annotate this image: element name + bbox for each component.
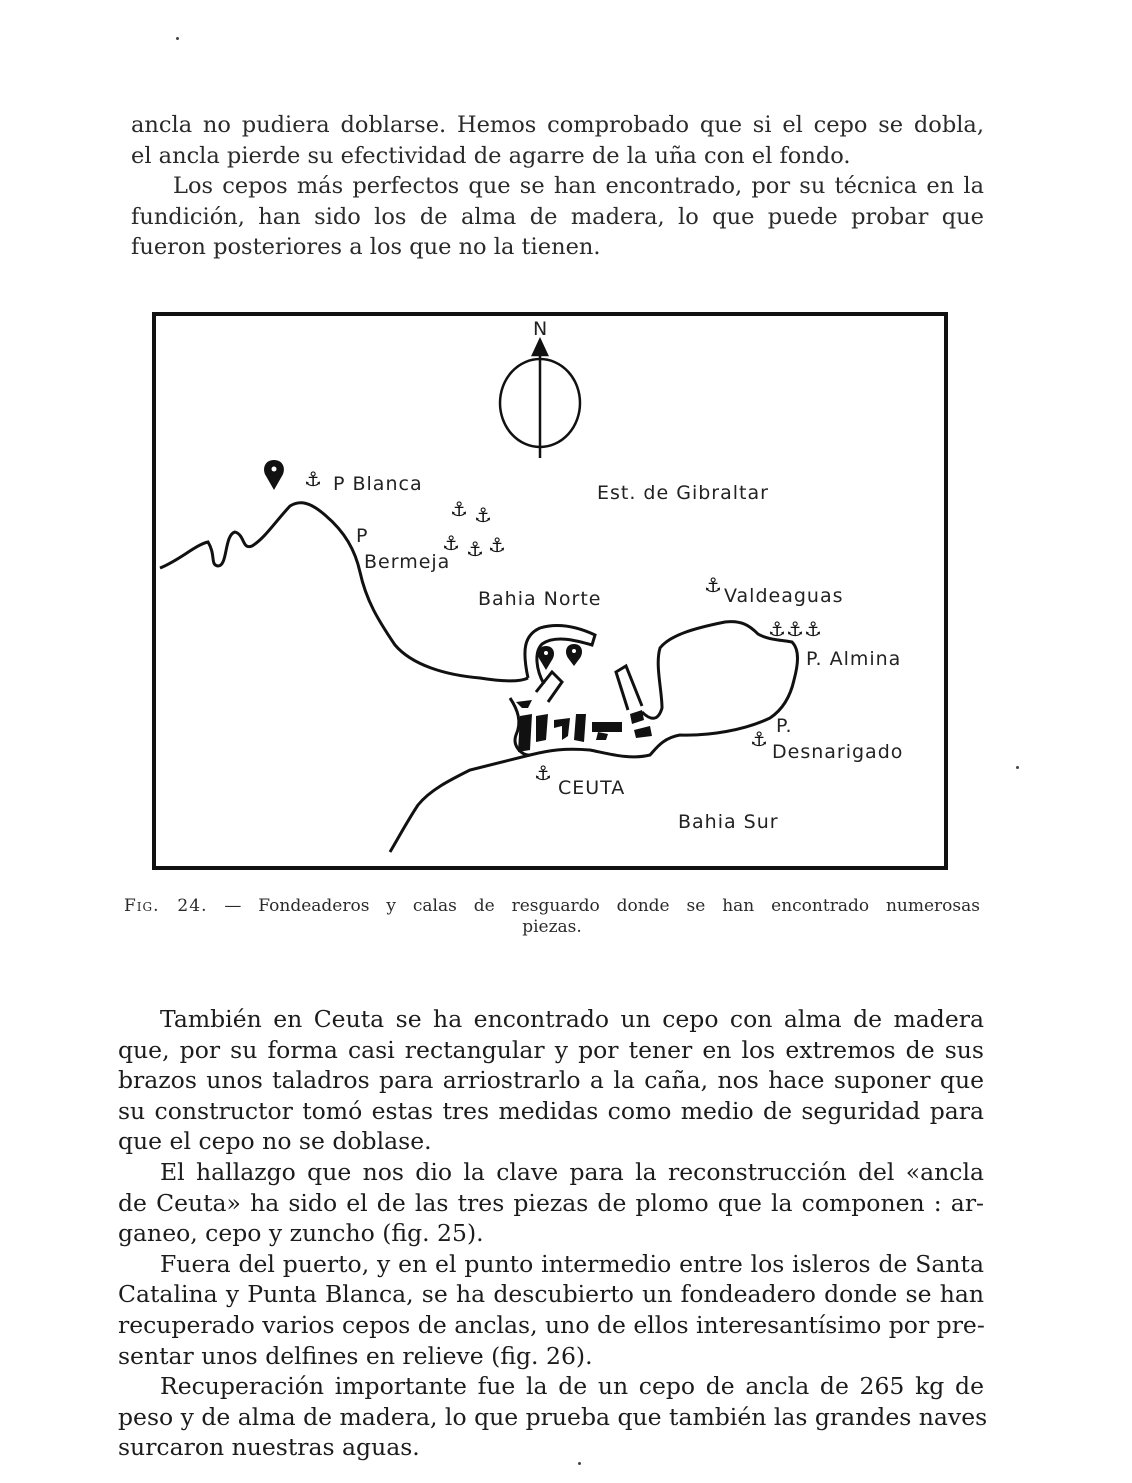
label-bermeja: Bermeja (364, 551, 451, 573)
figure-label: Fig. 24. (124, 896, 208, 916)
text-line: Catalina y Punta Blanca, se ha descubierto un fondeadero donde se han (118, 1280, 984, 1309)
text-line: fundición, han sido los de alma de madera, lo que puede probar que (131, 203, 984, 230)
anchor-icon: ⚓ (304, 467, 322, 491)
north-label: N (533, 318, 549, 340)
caption-text: — Fondeaderos y calas de resguardo donde se han encontrado numerosas (224, 896, 981, 916)
anchor-icon: ⚓ (474, 503, 492, 527)
figure-caption (124, 896, 980, 938)
ceuta-anchorage-map (150, 310, 950, 872)
caption-line: piezas. (522, 917, 582, 937)
text-line: brazos unos taladros para arriostrarlo a la caña, nos hace suponer que (118, 1066, 984, 1095)
text-line: El hallazgo que nos dio la clave para la reconstrucción del «ancla (160, 1157, 984, 1186)
text-line: peso y de alma de madera, lo que prueba que también las grandes naves (118, 1402, 988, 1431)
speck (176, 37, 179, 40)
label-p-desnarigado: P. (776, 715, 793, 737)
label-gibraltar: Est. de Gibraltar (597, 482, 769, 504)
anchor-icon: ⚓ (450, 497, 468, 521)
text-line: También en Ceuta se ha encontrado un cepo con alma de madera (160, 1005, 984, 1033)
anchor-icon: ⚓ (534, 761, 552, 785)
text-line: sentar unos delfines en relieve (fig. 26). (118, 1341, 593, 1370)
speck (1016, 766, 1019, 769)
paragraph (118, 1371, 988, 1463)
text-line: Fuera del puerto, y en el punto intermedio entre los isleros de Santa (160, 1249, 984, 1278)
paragraph (118, 1249, 984, 1371)
anchor-icon: ⚓ (466, 537, 484, 561)
anchor-icon: ⚓ (750, 727, 768, 751)
text-line: ancla no pudiera doblarse. Hemos comprobado que si el cepo se dobla, (131, 112, 984, 138)
label-valdeaguas: Valdeaguas (724, 585, 844, 607)
label-bahia-sur: Bahia Sur (678, 811, 779, 833)
paragraph (131, 171, 984, 263)
text-line: Los cepos más perfectos que se han encontrado, por su técnica en la (173, 173, 984, 199)
paragraph (131, 110, 984, 171)
text-line: que, por su forma casi rectangular y por tener en los extremos de sus (118, 1035, 984, 1064)
text-line: el ancla pierde su efectividad de agarre de la uña con el fondo. (131, 142, 851, 169)
text-line: ganeo, cepo y zuncho (fig. 25). (118, 1219, 484, 1248)
label-p-blanca: P Blanca (333, 473, 423, 495)
label-p: P (356, 525, 369, 547)
label-ceuta: CEUTA (558, 777, 626, 799)
text-line: Recuperación importante fue la de un cepo de ancla de 265 kg de (160, 1372, 984, 1401)
anchor-icon: ⚓ (704, 573, 722, 597)
bottom-text-block (118, 1004, 988, 1463)
anchor-icon: ⚓ (768, 617, 786, 641)
paragraph (118, 1004, 984, 1157)
text-line: surcaron nuestras aguas. (118, 1433, 420, 1462)
caption-line (124, 896, 980, 917)
top-text-block (131, 110, 984, 263)
text-line: que el cepo no se doblase. (118, 1127, 432, 1156)
text-line: de Ceuta» ha sido el de las tres piezas de plomo que la componen : ar- (118, 1188, 984, 1217)
paragraph (118, 1157, 984, 1249)
label-desnarigado: Desnarigado (772, 741, 904, 763)
label-bahia-norte: Bahia Norte (478, 588, 602, 610)
label-p-almina: P. Almina (806, 648, 902, 670)
text-line: fueron posteriores a los que no la tienen. (131, 234, 601, 260)
anchor-icon: ⚓ (442, 531, 460, 555)
text-line: su constructor tomó estas tres medidas como medio de seguridad para (118, 1096, 984, 1125)
anchor-icon: ⚓ (804, 617, 822, 641)
anchor-icon: ⚓ (488, 533, 506, 557)
anchor-icon: ⚓ (786, 617, 804, 641)
text-line: recuperado varios cepos de anclas, uno de ellos interesantísimo por pre- (118, 1310, 985, 1339)
